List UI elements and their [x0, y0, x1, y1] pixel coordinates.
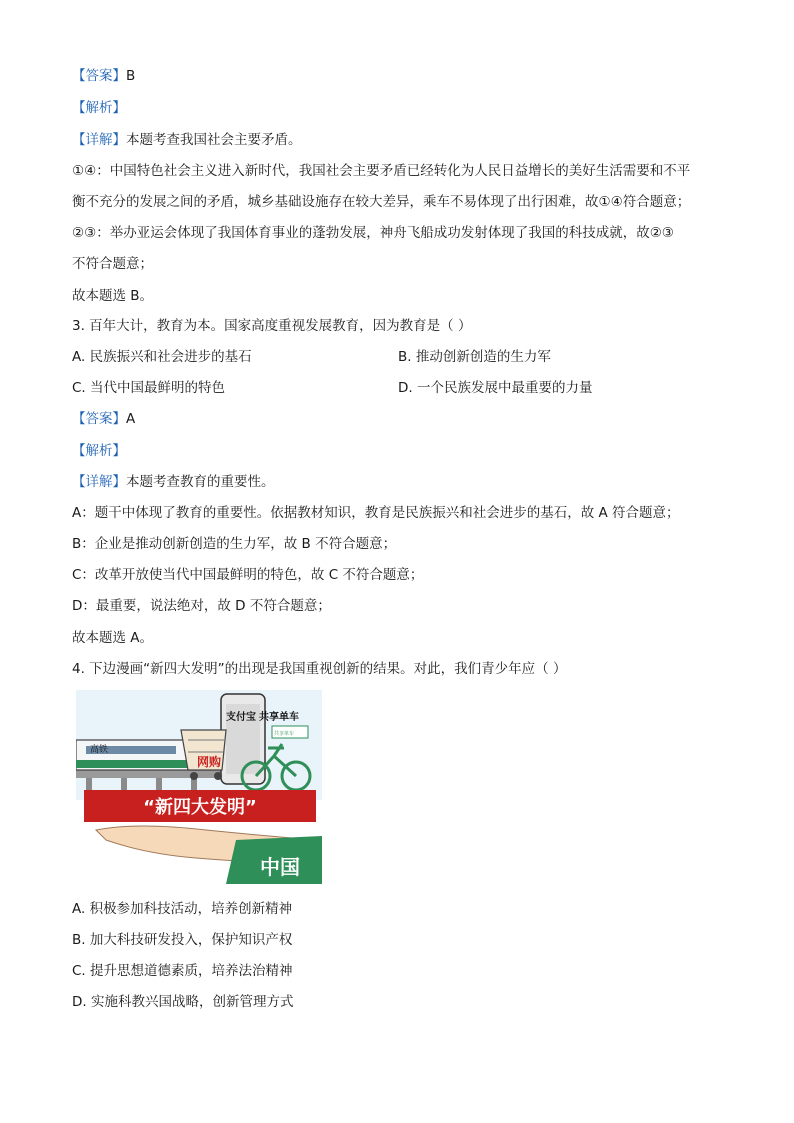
explanation-line: 不符合题意； [72, 256, 153, 272]
analysis-tag: 【解析】 [72, 100, 126, 116]
explanation-line: C：改革开放使当代中国最鲜明的特色，故 C 不符合题意； [72, 567, 424, 583]
bike-label: 共享单车 [259, 712, 299, 723]
wanggou-label: 网购 [197, 755, 222, 769]
detail-text: 本题考查教育的重要性。 [126, 474, 275, 490]
option-b[interactable]: B. 推动创新创造的生力军 [398, 349, 551, 365]
option-c[interactable]: C. 提升思想道德素质，培养法治精神 [72, 963, 293, 979]
detail-text: 本题考查我国社会主要矛盾。 [126, 132, 302, 148]
new-four-inventions-cartoon [76, 690, 322, 884]
answer-line [72, 66, 135, 86]
gaotie-label: 高铁 [90, 745, 109, 755]
answer-value: B [126, 68, 136, 84]
explanation-line: ①④：中国特色社会主义进入新时代，我国社会主要矛盾已经转化为人民日益增长的美好生活需要和不平 [72, 163, 691, 179]
answer-tag: 【答案】 [72, 68, 126, 84]
explanation-line: ②③：举办亚运会体现了我国体育事业的蓬勃发展，神舟飞船成功发射体现了我国的科技成就，故②③ [72, 225, 674, 241]
question-stem: 4. 下边漫画“新四大发明”的出现是我国重视创新的结果。对此，我们青少年应（ ） [72, 661, 567, 677]
option-a[interactable]: A. 民族振兴和社会进步的基石 [72, 349, 252, 365]
option-d[interactable]: D. 实施科教兴国战略，创新管理方式 [72, 994, 294, 1010]
option-c[interactable]: C. 当代中国最鲜明的特色 [72, 380, 226, 396]
option-a[interactable]: A. 积极参加科技活动，培养创新精神 [72, 901, 293, 917]
detail-line [72, 130, 302, 150]
question-stem: 3. 百年大计，教育为本。国家高度重视发展教育，因为教育是（ ） [72, 318, 472, 334]
conclusion: 故本题选 A。 [72, 630, 154, 646]
china-label: 中国 [260, 855, 300, 879]
answer-value: A [126, 411, 136, 427]
bike-sign-label: 共享单车 [274, 731, 295, 737]
detail-tag: 【详解】 [72, 132, 126, 148]
detail-tag: 【详解】 [72, 474, 126, 490]
explanation-line: B：企业是推动创新创造的生力军，故 B 不符合题意； [72, 536, 397, 552]
answer-tag: 【答案】 [72, 411, 126, 427]
explanation-line: 衡不充分的发展之间的矛盾，城乡基础设施存在较大差异，乘车不易体现了出行困难，故①④符合题意； [72, 194, 691, 210]
conclusion: 故本题选 B。 [72, 288, 154, 304]
option-d[interactable]: D. 一个民族发展中最重要的力量 [398, 380, 593, 396]
explanation-line: D：最重要，说法绝对，故 D 不符合题意； [72, 598, 331, 614]
option-b[interactable]: B. 加大科技研发投入，保护知识产权 [72, 932, 293, 948]
analysis-tag: 【解析】 [72, 443, 126, 459]
answer-line [72, 409, 135, 429]
alipay-label: 支付宝 [226, 712, 256, 723]
banner-title: “新四大发明” [143, 797, 257, 818]
explanation-line: A：题干中体现了教育的重要性。依据教材知识，教育是民族振兴和社会进步的基石，故 A 符合题意； [72, 505, 680, 521]
detail-line [72, 472, 275, 492]
